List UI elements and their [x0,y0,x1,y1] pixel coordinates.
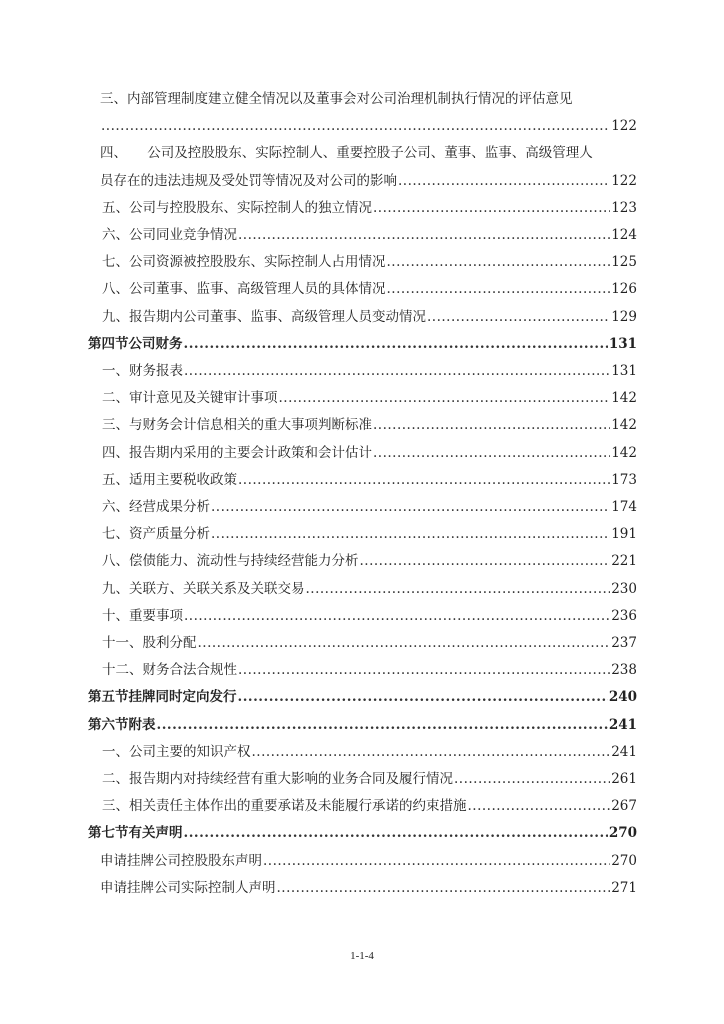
toc-entry-title: 申请挂牌公司控股股东声明 [100,852,262,869]
toc-page-number: 238 [611,662,637,679]
toc-leader-dots [184,362,610,380]
toc-page-number: 173 [611,471,637,488]
toc-page-number: 129 [611,308,637,325]
toc-entry-number: 六、 [102,499,129,515]
toc-entry-number: 第四节 [88,335,129,352]
toc-section-row[interactable] [88,716,637,734]
toc-entry-title: 股利分配 [142,635,197,651]
toc-entry-title: 公司与控股股东、实际控制人的独立情况 [129,199,372,216]
toc-leader-dots [468,797,611,815]
toc-entry-number: 十、 [102,607,129,624]
toc-leader-dots [387,280,611,298]
toc-entry-number: 五、 [102,199,129,216]
toc-leader-dots [157,716,608,734]
toc-page-number: 261 [611,771,637,787]
toc-page-number: 270 [608,825,637,842]
toc-page-number: 240 [608,689,637,706]
toc-entry-title: 挂牌同时定向发行 [128,689,237,706]
toc-entry-title: 报告期内公司董事、监事、高级管理人员变动情况 [129,308,426,325]
toc-entry-row[interactable] [100,416,637,434]
toc-leader-dots [238,661,610,679]
toc-entry-number: 第五节 [88,689,129,706]
toc-entry-row[interactable] [100,199,637,217]
toc-entry-title: 适用主要税收政策 [129,471,237,488]
toc-entry-row[interactable] [100,389,637,407]
toc-entry-number: 第七节 [88,825,129,842]
toc-entry-title: 报告期内采用的主要会计政策和会计估计 [129,444,372,461]
toc-entry-row[interactable] [100,498,637,516]
toc-leader-dots [184,824,608,842]
toc-page-number: 174 [611,499,637,515]
toc-entry-number: 一、 [102,743,129,760]
toc-leader-dots [373,416,610,434]
toc-page-number: 221 [611,553,637,570]
toc-leader-dots [306,580,611,598]
toc-page-number: 142 [611,417,637,434]
toc-page-number: 271 [611,879,637,896]
toc-leader-dots [398,172,610,190]
toc-entry-row[interactable] [100,770,637,788]
toc-entry-title: 公司财务 [128,335,183,352]
toc-leader-dots [263,852,610,870]
toc-entry-number: 第六节 [88,716,129,733]
toc-entry-row[interactable] [100,879,637,897]
toc-entry-title: 重要事项 [129,607,183,624]
page-number: 1-1-4 [350,950,374,962]
toc-leader-dots [454,770,610,788]
toc-page-number: 125 [611,254,637,271]
toc-page-number: 241 [611,743,637,760]
toc-entry-title: 员存在的违法违规及受处罚等情况及对公司的影响 [100,172,397,189]
toc-leader-dots [387,253,611,271]
toc-entry-title: 公司资源被控股股东、实际控制人占用情况 [129,254,386,271]
toc-entry-number: 三、 [102,417,129,434]
toc-entry-number: 二、 [102,771,129,787]
toc-section-row[interactable] [88,335,637,353]
toc-entry-title: 附表 [128,716,156,733]
toc-entry-row[interactable] [100,743,637,761]
toc-page-number: 122 [611,118,637,135]
toc-leader-dots [252,743,611,761]
toc-page-number: 124 [611,227,637,243]
toc-entry-number: 九、 [102,580,129,597]
toc-page-number: 131 [608,335,637,352]
toc-leader-dots [184,335,608,353]
toc-entry-title: 审计意见及关键审计事项 [129,390,278,407]
toc-leader-dots [211,498,610,516]
toc-page-number: 126 [611,281,637,298]
toc-entry-row[interactable] [100,607,637,625]
toc-entry-row[interactable] [100,172,637,190]
toc-section-row[interactable] [88,824,637,842]
toc-entry-number: 七、 [102,254,129,271]
toc-entry-number: 十一、 [102,635,143,651]
toc-page-number: 122 [611,172,637,189]
toc-entry-row[interactable] [100,552,637,570]
toc-page-number: 267 [611,798,637,815]
toc-entry-title: 有关声明 [128,825,183,842]
toc-entry-row[interactable] [100,661,637,679]
toc-page-number: 131 [611,363,637,379]
toc-leader-dots [277,879,611,897]
toc-entry-row[interactable] [100,634,637,652]
toc-entry-title: 财务报表 [129,363,183,379]
toc-page-number: 270 [611,852,637,869]
toc-entry-row[interactable] [100,280,637,298]
toc-entry-row[interactable] [100,253,637,271]
toc-entry-title: 公司主要的知识产权 [129,743,251,760]
toc-entry-row[interactable] [100,797,637,815]
toc-entry-row[interactable] [100,525,637,543]
toc-entry-title: 关联方、关联关系及关联交易 [129,580,305,597]
toc-page-number: 241 [608,716,637,733]
toc-entry-number: 四、 [102,444,129,461]
toc-entry-title: 财务合法合规性 [142,662,237,679]
toc-page-number: 237 [611,635,637,651]
toc-leader-dots [211,525,610,543]
toc-leader-dots [427,308,610,326]
toc-entry-row[interactable] [100,308,637,326]
toc-entry-title: 偿债能力、流动性与持续经营能力分析 [129,553,359,570]
toc-entry-number: 八、 [102,281,129,298]
toc-entry-number: 三、 [102,798,129,815]
toc-entry-row[interactable] [100,580,637,598]
toc-entry-row[interactable] [100,226,637,244]
toc-entry-row[interactable] [100,117,637,135]
toc-leader-dots [101,117,610,135]
toc-entry-title: 公司同业竞争情况 [129,227,237,243]
toc-text: 四、 公司及控股股东、实际控制人、重要控股子公司、董事、监事、高级管理人 [100,145,593,162]
toc-entry-number: 六、 [102,227,129,243]
toc-leader-dots [373,199,610,217]
toc-entry-title: 申请挂牌公司实际控制人声明 [100,879,276,896]
toc-page-number: 142 [611,444,637,461]
toc-entry-row[interactable] [100,471,637,489]
toc-page-number: 191 [611,526,637,543]
toc-leader-dots [279,389,611,407]
toc-entry-number: 二、 [102,390,129,407]
toc-entry-number: 九、 [102,308,129,325]
toc-page-number: 230 [611,580,637,597]
toc-leader-dots [360,552,611,570]
toc-entry-title: 相关责任主体作出的重要承诺及未能履行承诺的约束措施 [129,798,467,815]
toc-entry-number: 一、 [102,363,129,379]
toc-text: 三、内部管理制度建立健全情况以及董事会对公司治理机制执行情况的评估意见 [100,91,573,107]
toc-entry-title: 资产质量分析 [129,526,210,543]
toc-entry-title: 公司董事、监事、高级管理人员的具体情况 [129,281,386,298]
toc-entry-number: 八、 [102,553,129,570]
toc-entry-row[interactable] [100,362,637,380]
toc-page-number: 236 [611,607,637,624]
toc-page-number: 123 [611,199,637,216]
toc-entry-number: 七、 [102,526,129,543]
toc-page-number: 142 [611,390,637,407]
toc-entry-title: 经营成果分析 [129,499,210,515]
toc-entry-row[interactable] [100,852,637,870]
toc-leader-dots [238,226,610,244]
toc-entry-number: 十二、 [102,662,143,679]
toc-entry-title: 与财务会计信息相关的重大事项判断标准 [129,417,372,434]
toc-section-row[interactable] [88,688,637,706]
toc-leader-dots [238,688,608,706]
toc-leader-dots [373,444,610,462]
toc-leader-dots [238,471,610,489]
toc-entry-row[interactable] [100,444,637,462]
toc-leader-dots [198,634,611,652]
toc-leader-dots [184,607,610,625]
toc-entry-title: 报告期内对持续经营有重大影响的业务合同及履行情况 [129,771,453,787]
toc-entry-number: 五、 [102,471,129,488]
